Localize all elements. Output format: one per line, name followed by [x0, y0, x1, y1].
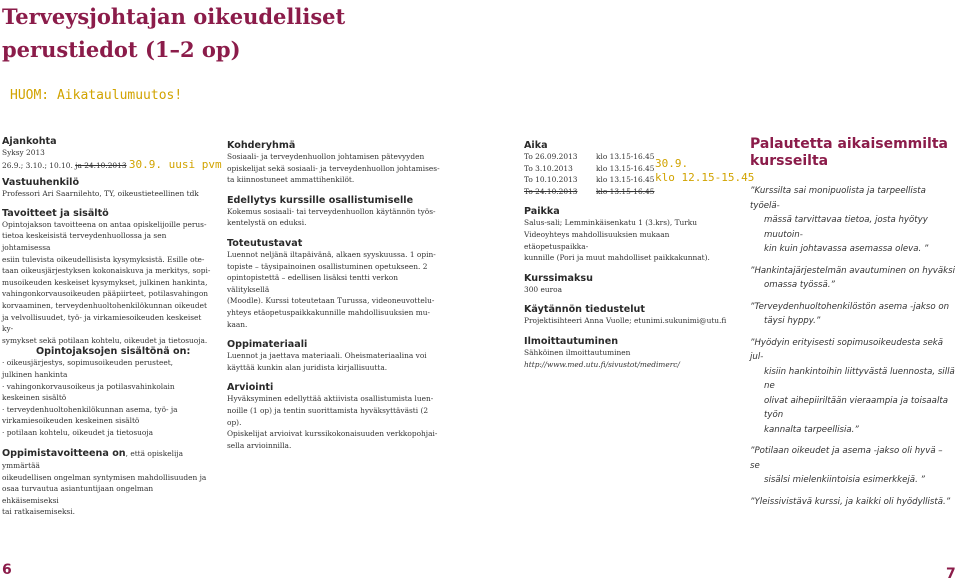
page-number-left: 6	[2, 562, 12, 578]
schedule-date: To 26.09.2013	[524, 152, 578, 161]
quote-line: ”Hyödyin erityisesti sopimusoikeudesta sekä jul-	[750, 337, 943, 362]
dates-text: 26.9.; 3.10.; 10.10.	[2, 160, 73, 170]
eval-line: sella arvioinnilla.	[227, 440, 292, 450]
quote-line: täysi hyppy.”	[764, 316, 821, 326]
list-item: · potilaan kohtelu, oikeudet ja tietosuoja	[2, 427, 212, 439]
list-item: · terveydenhuoltohenkilökunnan asema, työ- ja	[2, 404, 212, 416]
schedule-time: klo 13.15-16.45	[596, 175, 655, 185]
eval-line: noille (1 op) ja tentin suorittamista hyväksyttävästi (2 op).	[227, 405, 429, 427]
list-item-cont: virkamiesoikeuden keskeinen sisältö	[2, 416, 140, 426]
learning-goals-text: , että opiskelija ymmärtää	[2, 449, 184, 471]
quote-line: kisiin hankintoihin liittyvästä luennosta, sillä ne	[764, 366, 955, 391]
new-date-note: 30.9. uusi pvm	[128, 157, 222, 171]
quote-line: ”Terveydenhuoltohenkilöstön asema -jakso on	[750, 301, 950, 312]
list-item-cont: keskeinen sisältö	[2, 393, 67, 403]
prereq-line: Kokemus sosiaali- tai terveydenhuollon käytännön työs-	[227, 206, 436, 216]
heading-arviointi: Arviointi	[227, 382, 274, 394]
target-line: opiskelijat sekä sosiaali- ja terveydenhuollon johtamises-	[227, 163, 440, 173]
goals-line: tietoa keskeisistä terveydenhuollossa ja sen johtamisessa	[2, 231, 167, 252]
responsible-person: Professori Ari Saarnilehto, TY, oikeustieteellinen tdk	[2, 189, 199, 199]
heading-kurssimaksu: Kurssimaksu	[524, 272, 593, 284]
place-line: Videoyhteys mahdollisuuksien mukaan etäopetuspaikka-	[524, 229, 670, 251]
schedule-time: klo 13.15-16.45	[596, 163, 655, 173]
impl-line: opintopistettä – edellisen lisäksi tentti verkon välityksellä	[227, 273, 398, 294]
goals-line: ja velvollisuudet, työ- ja virkamiesoikeuden keskeiset ky-	[2, 312, 202, 334]
impl-line: topiste – täysipainoinen osallistuminen opetukseen. 2	[227, 261, 428, 271]
heading-vastuuhenkilo: Vastuuhenkilö	[2, 177, 80, 189]
quote-line: olivat aihepiiriltään vieraampia ja toisaalta työn	[764, 395, 948, 420]
goals-line: esiin tulevista oikeudellisista kysymyksistä. Esille ote-	[2, 254, 205, 264]
learning-goals-line: osaa turvautua asiantuntijaan ongelman ehkäisemiseksi	[2, 484, 154, 505]
heading-tavoitteet: Tavoitteet ja sisältö	[2, 207, 109, 219]
goals-line: Opintojakson tavoitteena on antaa opiskelijoille perus-	[2, 219, 207, 229]
quote-line: mässä tarvittavaa tietoa, josta hyötyy muutoin-	[764, 215, 928, 240]
quote-line: ”Kurssilta sai monipuolista ja tarpeellista työelä-	[750, 186, 926, 211]
schedule-time: klo 13.15-16.45	[596, 186, 655, 196]
heading-tiedustelut: Käytännön tiedustelut	[524, 304, 645, 316]
target-line: ta kiinnostuneet ammattihenkilöt.	[227, 175, 355, 185]
quote-line: sisälsi mielenkiintoisia esimerkkejä. ”	[764, 475, 925, 485]
column-1	[2, 136, 222, 518]
feedback-quote	[750, 495, 955, 510]
course-fee: 300 euroa	[524, 284, 562, 294]
learning-goals-line: tai ratkaisemiseksi.	[2, 507, 75, 517]
feedback-quote	[750, 264, 955, 293]
target-line: Sosiaali- ja terveydenhuollon johtamisen pätevyyden	[227, 152, 425, 161]
schedule-row	[524, 151, 734, 163]
quote-line: ”Hankintajärjestelmän avautuminen on hyväksi	[750, 265, 955, 276]
eval-line: Hyväksyminen edellyttää aktiivista osallistumista luen-	[227, 394, 434, 404]
dates-line	[2, 157, 222, 172]
schedule-date: To 10.10.2013	[524, 175, 578, 185]
contents-list	[2, 357, 212, 438]
term-text: Syksy 2013	[2, 148, 45, 157]
goals-line: musoikeuden keskeiset kysymykset, julkinen hankinta,	[2, 277, 208, 287]
heading-oppimateriaali: Oppimateriaali	[227, 339, 308, 351]
feedback-quote	[750, 444, 955, 488]
feedback-heading-line2: kursseilta	[750, 153, 829, 169]
new-time-annotation: klo 12.15-15.45	[655, 171, 755, 184]
quote-line: kin kuin johtavassa asemassa oleva. ”	[764, 244, 929, 254]
schedule-change-notice: HUOM: Aikataulumuutos!	[10, 88, 183, 103]
material-line: Luennot ja jaettava materiaali. Oheismateriaalina voi	[227, 351, 427, 361]
column-4-feedback	[750, 136, 955, 516]
schedule-row-cancelled	[524, 186, 734, 198]
list-item: · vahingonkorvausoikeus ja potilasvahinkolain	[2, 381, 212, 393]
schedule-time: klo 13.15-16.45	[596, 152, 655, 161]
goals-line: vahingonkorvausoikeuden pääpiirteet, potilasvahingon	[2, 289, 209, 299]
feedback-heading: Palautetta aikaisemmilta	[750, 136, 948, 152]
list-item-cont: julkinen hankinta	[2, 369, 68, 379]
column-2	[227, 140, 442, 451]
feedback-quote	[750, 300, 955, 329]
place-line: kunnille (Pori ja muut mahdolliset paikkakunnat).	[524, 253, 710, 263]
material-line: käyttää kunkin alan juridista kirjallisuutta.	[227, 362, 388, 372]
learning-goals-line	[2, 448, 212, 471]
prereq-line: kentelystä on eduksi.	[227, 218, 307, 228]
place-line: Salus-sali; Lemminkäisenkatu 1 (3.krs), Turku	[524, 218, 698, 228]
cancelled-date: ja 24.10.2013	[75, 160, 127, 170]
goals-line: symykset sekä potilaan kohtelu, oikeudet ja tietosuoja.	[2, 335, 208, 345]
registration-link[interactable]: http://www.med.utu.fi/sivustot/medimerc/	[524, 359, 680, 369]
page-number-right: 7	[946, 566, 956, 582]
learning-goals-line: oikeudellisen ongelman syntymisen mahdollisuuden ja	[2, 472, 207, 482]
feedback-quote	[750, 184, 955, 257]
quote-line: ”Potilaan oikeudet ja asema -jakso oli hyvä – se	[750, 446, 943, 471]
impl-line: kaan.	[227, 319, 248, 329]
heading-toteutustavat: Toteutustavat	[227, 237, 303, 249]
heading-contents: Opintojaksojen sisältönä on:	[36, 346, 191, 358]
registration-text: Sähköinen ilmoittautuminen	[524, 347, 631, 357]
heading-edellytys: Edellytys kurssille osallistumiselle	[227, 194, 414, 206]
contact-info: Projektisihteeri Anna Vuolle; etunimi.sukunimi@utu.fi	[524, 316, 727, 326]
goals-line: taan oikeusjärjestyksen kokonaiskuva ja merkitys, sopi-	[2, 266, 211, 276]
list-item: · oikeusjärjestys, sopimusoikeuden perusteet,	[2, 357, 212, 369]
heading-ilmoittautuminen: Ilmoittautuminen	[524, 335, 619, 347]
heading-aika: Aika	[524, 140, 548, 151]
goals-line: korvaaminen, terveydenhuoltohenkilökunnan oikeudet	[2, 300, 207, 310]
feedback-quote	[750, 336, 955, 438]
heading-kohderyhma: Kohderyhmä	[227, 140, 296, 151]
impl-line: Luennot neljänä iltapäivänä, alkaen syyskuussa. 1 opin-	[227, 249, 436, 259]
quote-line: ”Yleissivistävä kurssi, ja kaikki oli hyödyllistä.”	[750, 496, 951, 507]
page-title: Terveysjohtajan oikeudelliset perustiedot (1–2 op)	[2, 4, 346, 62]
schedule-date: To 3.10.2013	[524, 163, 573, 173]
eval-line: Opiskelijat arvioivat kurssikokonaisuuden verkkopohjai-	[227, 429, 438, 439]
schedule-date: To 24.10.2013	[524, 186, 578, 196]
impl-line: yhteys etäopetuspaikkakunnille mahdollisuuksien mu-	[227, 307, 431, 317]
heading-learning-goals: Oppimistavoitteena on	[2, 448, 126, 460]
impl-line: (Moodle). Kurssi toteutetaan Turussa, videoneuvottelu-	[227, 296, 435, 306]
quote-line: kannalta tarpeellisia.”	[764, 424, 859, 435]
heading-paikka: Paikka	[524, 206, 560, 218]
heading-ajankohta: Ajankohta	[2, 136, 57, 147]
quote-line: omassa työssä.”	[764, 280, 835, 290]
new-date-annotation: 30.9.	[655, 157, 689, 170]
